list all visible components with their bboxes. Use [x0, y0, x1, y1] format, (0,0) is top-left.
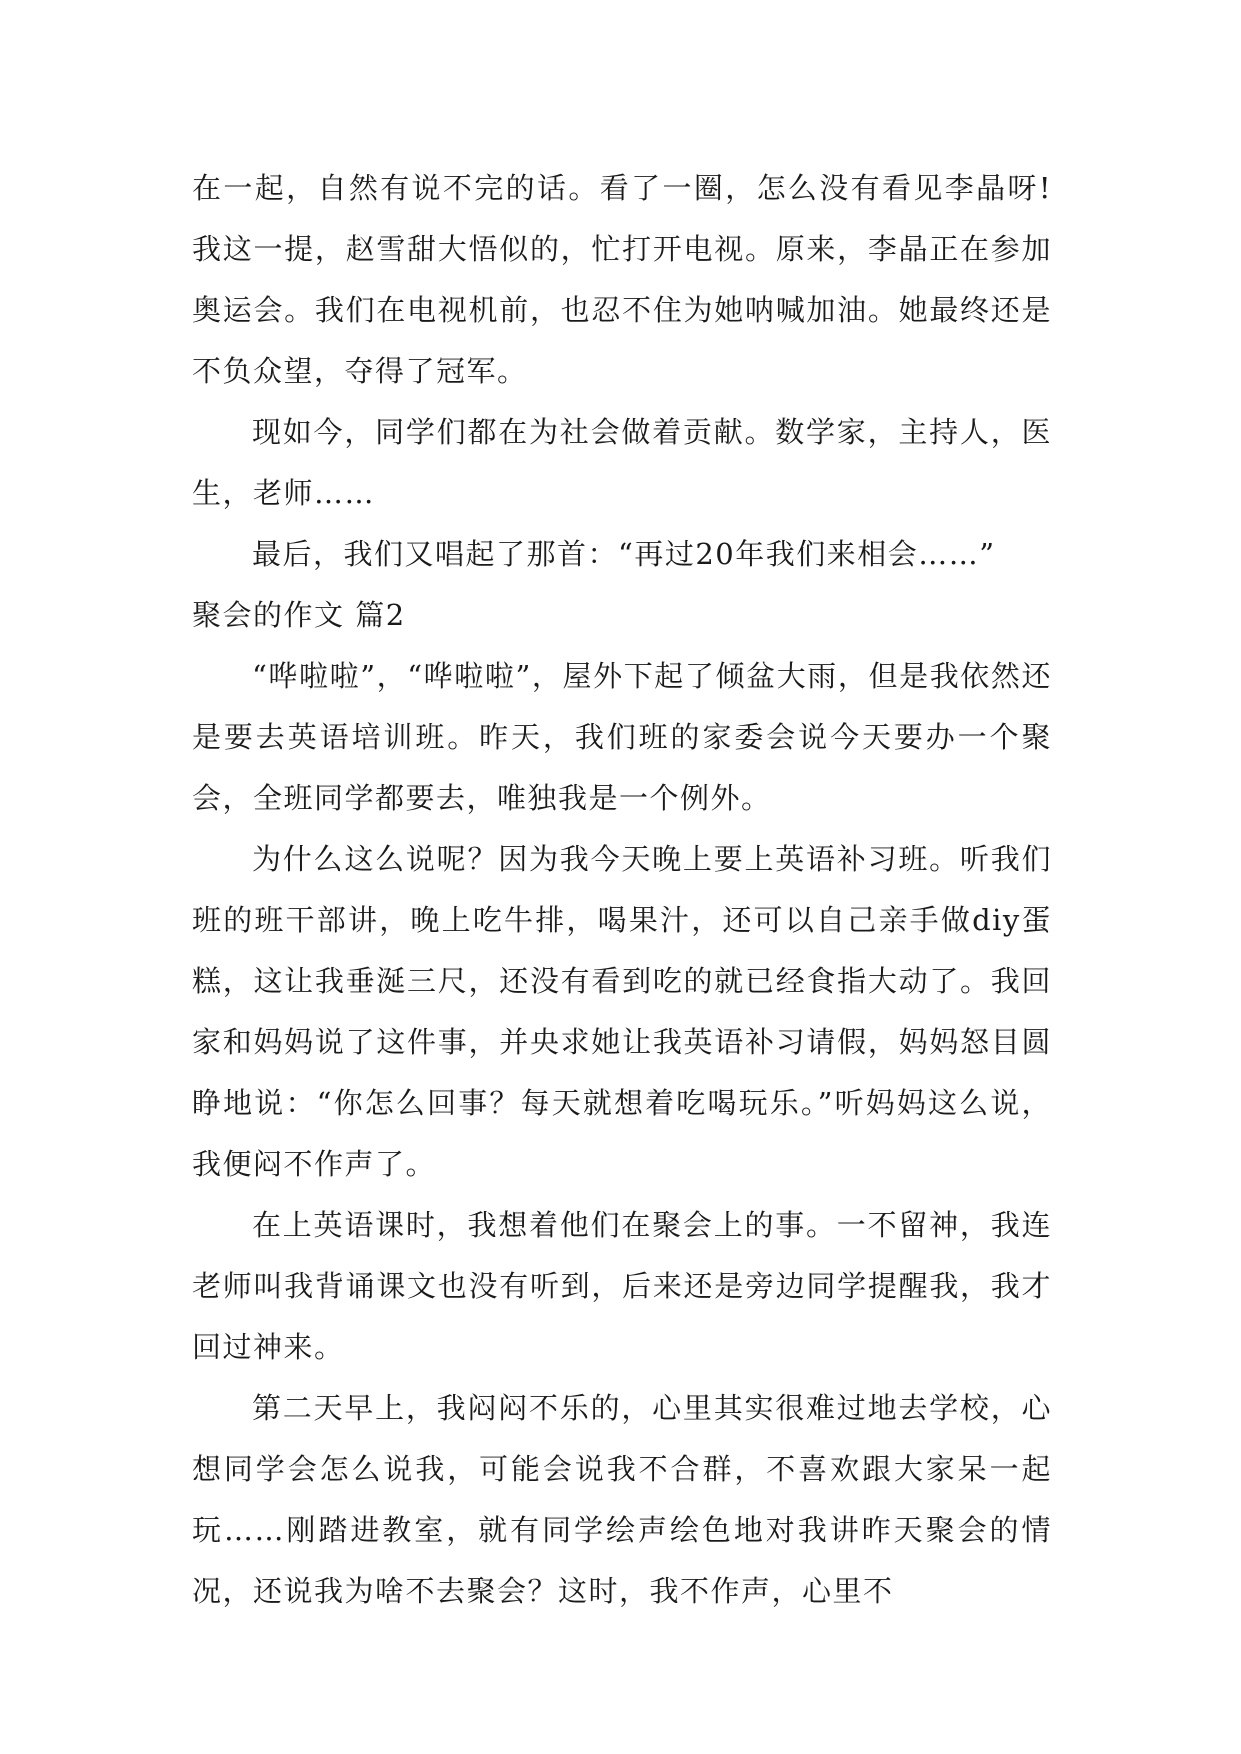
paragraph-4: “哗啦啦”，“哗啦啦”，屋外下起了倾盆大雨，但是我依然还是要去英语培训班。昨天，我们班的家委会说今天要办一个聚会，全班同学都要去，唯独我是一个例外。	[192, 659, 1052, 815]
paragraph-7: 第二天早上，我闷闷不乐的，心里其实很难过地去学校，心想同学会怎么说我，可能会说我不合群，不喜欢跟大家呆一起玩……刚踏进教室，就有同学绘声绘色地对我讲昨天聚会的情况，还说我为啥不去聚会？这时，我不作声，心里不	[192, 1391, 1052, 1608]
document-body	[192, 158, 1052, 1622]
paragraph-6: 在上英语课时，我想着他们在聚会上的事。一不留神，我连老师叫我背诵课文也没有听到，后来还是旁边同学提醒我，我才回过神来。	[192, 1208, 1052, 1364]
paragraph-2: 现如今，同学们都在为社会做着贡献。数学家，主持人，医生，老师……	[192, 415, 1052, 510]
paragraph-3: 最后，我们又唱起了那首：“再过20年我们来相会……”	[252, 537, 996, 571]
paragraph-1: 在一起，自然有说不完的话。看了一圈，怎么没有看见李晶呀!我这一提，赵雪甜大悟似的，忙打开电视。原来，李晶正在参加奥运会。我们在电视机前，也忍不住为她呐喊加油。她最终还是不负众望，夺得了冠军。	[192, 171, 1052, 388]
paragraph-5: 为什么这么说呢？因为我今天晚上要上英语补习班。听我们班的班干部讲，晚上吃牛排，喝果汁，还可以自己亲手做diy蛋糕，这让我垂涎三尺，还没有看到吃的就已经食指大动了。我回家和妈妈说了这件事，并央求她让我英语补习请假，妈妈怒目圆睁地说：“你怎么回事？每天就想着吃喝玩乐。”听妈妈这么说，我便闷不作声了。	[192, 842, 1052, 1181]
section-heading: 聚会的作文 篇2	[192, 598, 406, 632]
